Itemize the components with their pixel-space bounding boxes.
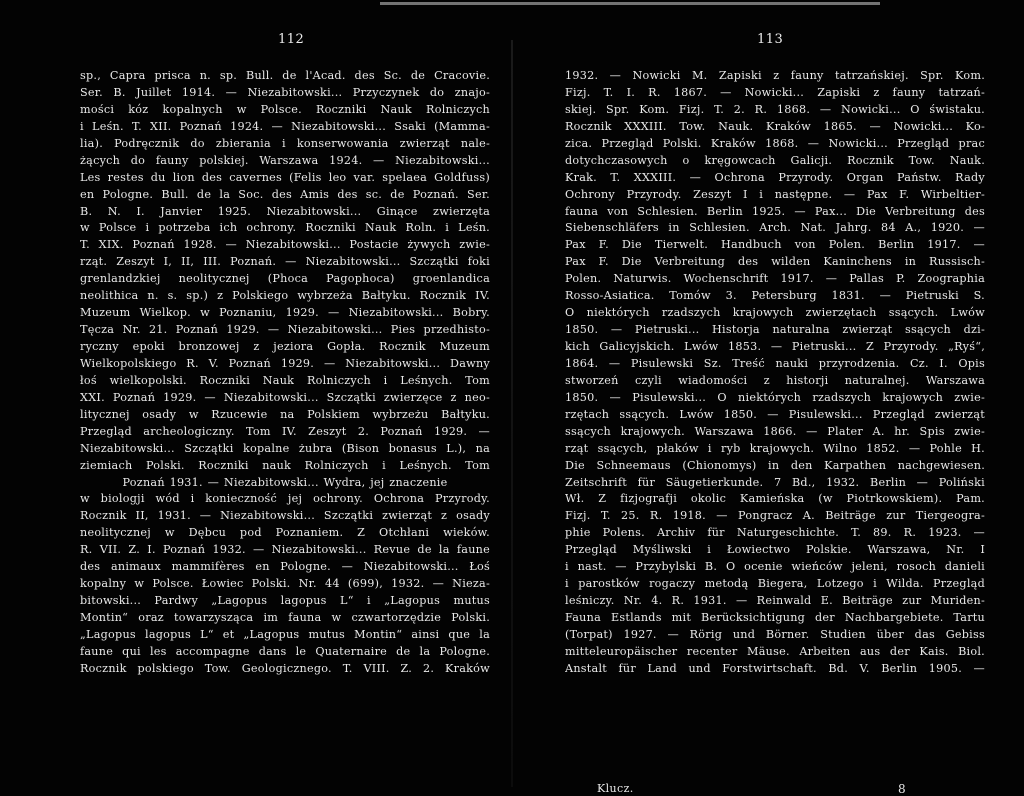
text-line: w Polsce i potrzeba ich ochrony. Roczniki Nauk Roln. i Leśn. bbox=[80, 221, 490, 235]
page-top-edge bbox=[380, 2, 880, 5]
text-line: phie Polens. Archiv für Naturgeschichte. T. 89. R. 1923. — bbox=[565, 526, 985, 540]
text-line: 1850. — Pisulewski... O niektórych rzadszych krajowych zwie- bbox=[565, 390, 985, 404]
text-line: fauna von Schlesien. Berlin 1925. — Pax... Die Verbreitung des bbox=[565, 204, 985, 218]
text-line: neolitycznej w Dębcu pod Poznaniem. Z Otchłani wieków. bbox=[80, 526, 490, 540]
text-line: T. XIX. Poznań 1928. — Niezabitowski... Postacie żywych zwie- bbox=[80, 238, 490, 252]
text-line: Anstalt für Land und Forstwirtschaft. Bd. V. Berlin 1905. — bbox=[565, 661, 985, 675]
text-line: Wł. Z fizjografji okolic Kamieńska (w Piotrkowskiem). Pam. bbox=[565, 492, 985, 506]
text-line: Fizj. T. I. R. 1867. — Nowicki... Zapiski z fauny tatrzań- bbox=[565, 85, 985, 99]
text-line: zica. Przegląd Polski. Kraków 1868. — Nowicki... Przegląd prac bbox=[565, 136, 985, 150]
left-page-number: 112 bbox=[278, 32, 305, 47]
text-line: Muzeum Wielkop. w Poznaniu, 1929. — Niezabitowski... Bobry. bbox=[80, 306, 490, 320]
text-line: rząt. Zeszyt I, II, III. Poznań. — Niezabitowski... Szczątki foki bbox=[80, 255, 490, 269]
text-line: w biologji wód i konieczność jej ochrony. Ochrona Przyrody. bbox=[80, 492, 490, 506]
text-line: Niezabitowski... Szczątki kopalne żubra (Bison bonasus L.), na bbox=[80, 441, 490, 455]
text-line: Montin“ oraz towarzysząca im fauna w czwartorzędzie Polski. bbox=[80, 611, 490, 624]
text-line: Polen. Naturwis. Wochenschrift 1917. — Pallas P. Zoographia bbox=[565, 272, 985, 286]
text-line: bitowski... Pardwy „Lagopus lagopus L“ i „Lagopus mutus bbox=[80, 594, 490, 608]
text-line: lia). Podręcznik do zbierania i konserwowania zwierząt nale- bbox=[80, 136, 490, 150]
text-line: i nast. — Przybylski B. O ocenie wieńców jeleni, rosoch danieli bbox=[565, 560, 985, 574]
text-line: Zeitschrift für Säugetierkunde. 7 Bd., 1932. Berlin — Poliński bbox=[565, 475, 985, 489]
text-line: Wielkopolskiego R. V. Poznań 1929. — Niezabitowski... Dawny bbox=[80, 356, 490, 370]
right-page-text bbox=[565, 68, 985, 678]
text-line: łoś wielkopolski. Roczniki Nauk Rolniczych i Leśnych. Tom bbox=[80, 373, 490, 387]
text-line: B. N. I. Janvier 1925. Niezabitowski... Ginące zwierzęta bbox=[80, 204, 490, 218]
text-line: Krak. T. XXXIII. — Ochrona Przyrody. Organ Państw. Rady bbox=[565, 170, 985, 184]
text-line: faune qui les accompagne dans le Quaternaire de la Pologne. bbox=[80, 644, 490, 658]
text-line: Rocznik II, 1931. — Niezabitowski... Szczątki zwierząt z osady bbox=[80, 509, 490, 523]
text-line: stworzeń czyli wiadomości z historji naturalnej. Warszawa bbox=[565, 373, 985, 387]
text-line: kopalny w Polsce. Łowiec Polski. Nr. 44 (699), 1932. — Nieza- bbox=[80, 577, 490, 591]
text-line: neolithica n. s. sp.) z Polskiego wybrzeża Bałtyku. Rocznik IV. bbox=[80, 289, 490, 303]
text-line: dotychczasowych o kręgowcach Galicji. Rocznik Tow. Nauk. bbox=[565, 153, 985, 167]
text-line: ssących krajowych. Warszawa 1866. — Plater A. hr. Spis zwie- bbox=[565, 424, 985, 438]
text-line: ryczny epoki bronzowej z jeziora Gopła. Rocznik Muzeum bbox=[80, 340, 490, 353]
text-line: ziemiach Polski. Roczniki nauk Rolniczych i Leśnych. Tom bbox=[80, 458, 490, 472]
text-line: XXI. Poznań 1929. — Niezabitowski... Szczątki zwierzęce z neo- bbox=[80, 390, 490, 404]
text-line: „Lagopus lagopus L“ et „Lagopus mutus Montin“ ainsi que la bbox=[80, 627, 490, 641]
text-line: mitteleuropäischer recenter Mäuse. Arbeiten aus der Kais. Biol. bbox=[565, 644, 985, 658]
text-line: skiej. Spr. Kom. Fizj. T. 2. R. 1868. — Nowicki... O świstaku. bbox=[565, 102, 985, 116]
text-line: Pax F. Die Verbreitung des wilden Kaninchens in Russisch- bbox=[565, 255, 985, 269]
text-line: grenlandzkiej neolitycznej (Phoca Pagophoca) groenlandica bbox=[80, 272, 490, 286]
text-line: 1932. — Nowicki M. Zapiski z fauny tatrzańskiej. Spr. Kom. bbox=[565, 69, 985, 82]
text-line: R. VII. Z. I. Poznań 1932. — Niezabitowski... Revue de la faune bbox=[80, 543, 490, 557]
text-line: Tęcza Nr. 21. Poznań 1929. — Niezabitowski... Pies przedhisto- bbox=[80, 323, 490, 337]
text-line: 1864. — Pisulewski Sz. Treść nauki przyrodzenia. Cz. I. Opis bbox=[565, 356, 985, 370]
text-line: 1850. — Pietruski... Historja naturalna zwierząt ssących dzi- bbox=[565, 323, 985, 337]
text-line: Przegląd Myśliwski i Łowiectwo Polskie. Warszawa, Nr. I bbox=[565, 543, 985, 557]
text-line: sp., Capra prisca n. sp. Bull. de l'Acad. des Sc. de Cracovie. bbox=[80, 69, 490, 82]
left-page-text bbox=[80, 68, 490, 678]
text-line: żących do fauny polskiej. Warszawa 1924. — Niezabitowski... bbox=[80, 153, 490, 167]
text-line: mości kóz kopalnych w Polsce. Roczniki Nauk Rolniczych bbox=[80, 102, 490, 116]
text-line: rząt ssących, płaków i ryb krajowych. Wilno 1852. — Pohle H. bbox=[565, 441, 985, 455]
text-line: Ser. B. Juillet 1914. — Niezabitowski... Przyczynek do znajo- bbox=[80, 85, 490, 99]
signature-number: 8 bbox=[898, 782, 906, 796]
text-line: Przegląd archeologiczny. Tom IV. Zeszyt 2. Poznań 1929. — bbox=[80, 424, 490, 438]
text-line: kich Galicyjskich. Lwów 1853. — Pietruski... Z Przyrody. „Ryś“, bbox=[565, 340, 985, 353]
signature-mark: Klucz. bbox=[597, 782, 634, 795]
right-page-number: 113 bbox=[757, 32, 784, 47]
text-line: Rosso-Asiatica. Tomów 3. Petersburg 1831. — Pietruski S. bbox=[565, 289, 985, 303]
text-line: rzętach ssących. Lwów 1850. — Pisulewski... Przegląd zwierząt bbox=[565, 407, 985, 421]
text-line: Pax F. Die Tierwelt. Handbuch von Polen. Berlin 1917. — bbox=[565, 238, 985, 252]
text-line: des animaux mammifères en Pologne. — Niezabitowski... Łoś bbox=[80, 560, 490, 574]
text-line: leśniczy. Nr. 4. R. 1931. — Reinwald E. Beiträge zur Muriden- bbox=[565, 594, 985, 608]
text-line: Fauna Estlands mit Berücksichtigung der Nachbargebiete. Tartu bbox=[565, 611, 985, 624]
text-line: en Pologne. Bull. de la Soc. des Amis des sc. de Poznań. Ser. bbox=[80, 187, 490, 201]
book-gutter bbox=[511, 40, 513, 787]
text-line: i parostków rogaczy metodą Biegera, Lotzego i Wilda. Przegląd bbox=[565, 577, 985, 591]
text-line: Rocznik XXXIII. Tow. Nauk. Kraków 1865. — Nowicki... Ko- bbox=[565, 119, 985, 133]
text-line: Poznań 1931. — Niezabitowski... Wydra, jej znaczenie bbox=[122, 475, 448, 489]
text-line: Rocznik polskiego Tow. Geologicznego. T. VIII. Z. 2. Kraków bbox=[80, 661, 490, 675]
text-line: O niektórych rzadszych krajowych zwierzętach ssących. Lwów bbox=[565, 306, 985, 320]
text-line: Die Schneemaus (Chionomys) in den Karpathen nachgewiesen. bbox=[565, 458, 985, 472]
text-line: Siebenschläfers in Schlesien. Arch. Nat. Jahrg. 84 A., 1920. — bbox=[565, 221, 985, 235]
text-line: Les restes du lion des cavernes (Felis leo var. spelaea Goldfuss) bbox=[80, 170, 490, 184]
text-line: i Leśn. T. XII. Poznań 1924. — Niezabitowski... Ssaki (Mamma- bbox=[80, 119, 490, 133]
text-line: Fizj. T. 25. R. 1918. — Pongracz A. Beiträge zur Tiergeogra- bbox=[565, 509, 985, 523]
text-line: (Torpat) 1927. — Rörig und Börner. Studien über das Gebiss bbox=[565, 627, 985, 641]
text-line: litycznej osady w Rzucewie na Polskiem wybrzeżu Bałtyku. bbox=[80, 407, 490, 421]
text-line: Ochrony Przyrody. Zeszyt I i następne. — Pax F. Wirbeltier- bbox=[565, 187, 985, 201]
